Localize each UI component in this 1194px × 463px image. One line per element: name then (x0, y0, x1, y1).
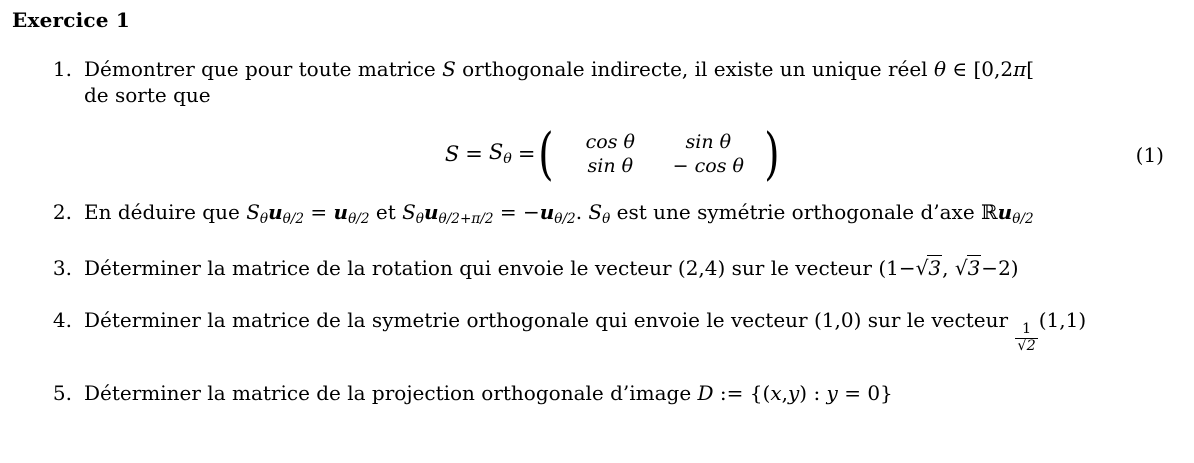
item2-u5: u (997, 199, 1013, 224)
item2-u3-sub: θ/2+π/2 (438, 210, 494, 227)
item2-u1-sub: θ/2 (282, 210, 305, 227)
item4-fraction-denominator (1015, 338, 1037, 354)
item4-text-a: Déterminer la matrice de la symetrie orthogonale qui envoie le vecteur (1,0) sur le vecteur (84, 307, 1015, 332)
item3-sqrt-1 (916, 256, 942, 280)
item3-radical-1: √ (915, 255, 929, 280)
item5-symbol-y2: y (826, 380, 838, 405)
equation-tag: (1) (1135, 142, 1164, 167)
item3-text-a: Déterminer la matrice de la rotation qui envoie le vecteur (2,4) sur le vecteur (1 (84, 255, 899, 280)
item5-assign: := {( (713, 380, 771, 405)
list-item-4-body (84, 307, 1184, 354)
item1-text-a: Démontrer que pour toute matrice (84, 57, 443, 81)
item2-expr-4 (539, 199, 576, 227)
matrix-cell-22: − cos θ (672, 154, 744, 177)
item2-S2-sub: θ (415, 210, 424, 227)
matrix-cell-12: sin θ (685, 130, 732, 153)
item5-mid: ) : (799, 380, 827, 405)
item2-u4-sub: θ/2 (554, 210, 576, 227)
equation-equals-1: = (465, 141, 483, 166)
list-item-5 (44, 380, 1184, 406)
item2-text-b: et (369, 199, 403, 224)
item5-equation-tail: = 0} (837, 380, 893, 405)
item2-S3: S (588, 199, 603, 224)
list-item-2-body (84, 199, 1184, 229)
item2-text-d: est une symétrie orthogonale d’axe (610, 199, 982, 224)
item2-S1: S (246, 199, 260, 224)
list-item-4 (44, 307, 1184, 354)
list-item-1-number: 1. (52, 57, 72, 81)
item2-u2: u (333, 199, 349, 224)
item3-radicand-1: 3 (928, 255, 942, 280)
item1-symbol-pi: π (1013, 57, 1027, 81)
list-item-1-body (84, 56, 1184, 109)
list-item-2 (44, 199, 1184, 229)
equation-row (44, 123, 1184, 185)
item4-vector: (1,1) (1038, 307, 1087, 332)
item2-u2-sub: θ/2 (348, 210, 370, 227)
item3-comma: , (942, 255, 955, 280)
list-item-5-body (84, 380, 1184, 406)
matrix-row-1 (561, 130, 757, 154)
item2-u4: u (539, 199, 555, 224)
item2-expr-3 (402, 199, 494, 227)
equation-1: S = $S_\theta$ = ( cos θ sin θ sin θ − cos θ ) (444, 121, 780, 187)
item3-minus-2: − (981, 255, 999, 280)
item2-expr-5 (588, 199, 611, 227)
item2-expr-1 (246, 199, 305, 227)
equation-equals-2: = (517, 141, 536, 166)
item4-radicand: 2 (1026, 337, 1036, 354)
item2-expr-6 (981, 199, 1034, 227)
item2-S3-sub: θ (602, 210, 611, 227)
item3-radicand-2: 3 (967, 255, 981, 280)
item3-close-paren: ) (1010, 255, 1019, 280)
item5-text-a: Déterminer la matrice de la projection orthogonale d’image (84, 380, 698, 405)
item1-symbol-S: S (442, 57, 456, 81)
item2-text-a: En déduire que (84, 199, 247, 224)
item5-comma: , (781, 380, 788, 405)
list-item-3-body (84, 255, 1184, 281)
item2-text-c: . (575, 199, 589, 224)
item2-equals-1: = (304, 199, 334, 224)
equation-center (44, 123, 1184, 185)
page-title: Exercice 1 (12, 8, 130, 32)
item4-radical: √ (1017, 337, 1027, 354)
matrix-cell-11: cos θ (585, 130, 635, 153)
item1-text-d: [ (1026, 57, 1035, 81)
matrix-2x2 (561, 130, 757, 178)
item2-R: ℝ (981, 199, 998, 224)
item2-expr-2 (333, 199, 370, 227)
item3-sqrt-2 (955, 256, 981, 280)
item4-fraction (1015, 322, 1037, 353)
item5-symbol-D: D (697, 380, 714, 405)
list-item-2-number: 2. (52, 199, 72, 224)
list-item-1 (44, 56, 1184, 109)
equation-lhs-Stheta-base: S (488, 140, 504, 165)
equation-lhs-S: S (444, 141, 460, 166)
equation-lhs-Stheta (489, 140, 512, 167)
list-item-5-number: 5. (52, 380, 72, 405)
exercise-list (44, 56, 1184, 406)
item2-u5-sub: θ/2 (1012, 210, 1034, 227)
list-item-3 (44, 255, 1184, 281)
item4-fraction-numerator: 1 (1021, 321, 1032, 338)
item1-symbol-theta: θ (933, 57, 946, 81)
item5-symbol-x: x (770, 380, 782, 405)
matrix-row-2 (561, 154, 757, 178)
list-item-1-line1 (84, 56, 1184, 82)
item2-u3: u (423, 199, 439, 224)
item3-two: 2 (998, 255, 1011, 280)
item2-equals-2: = − (493, 199, 540, 224)
item5-symbol-y: y (787, 380, 800, 405)
list-item-1-line2: de sorte que (84, 83, 211, 108)
item1-text-b: orthogonale indirecte, il existe un unique réel (455, 57, 934, 81)
item3-minus-1: − (898, 255, 916, 280)
item2-S1-sub: θ (259, 210, 269, 227)
item3-radical-2: √ (954, 255, 968, 280)
equation-lhs-Stheta-sub: θ (503, 151, 512, 168)
list-item-3-number: 3. (52, 255, 72, 280)
item2-S2: S (402, 199, 416, 224)
list-item-4-number: 4. (52, 307, 72, 332)
matrix-cell-21: sin θ (587, 154, 634, 177)
item1-text-c: ∈ [0,2 (945, 57, 1014, 81)
item2-u1: u (268, 199, 283, 224)
